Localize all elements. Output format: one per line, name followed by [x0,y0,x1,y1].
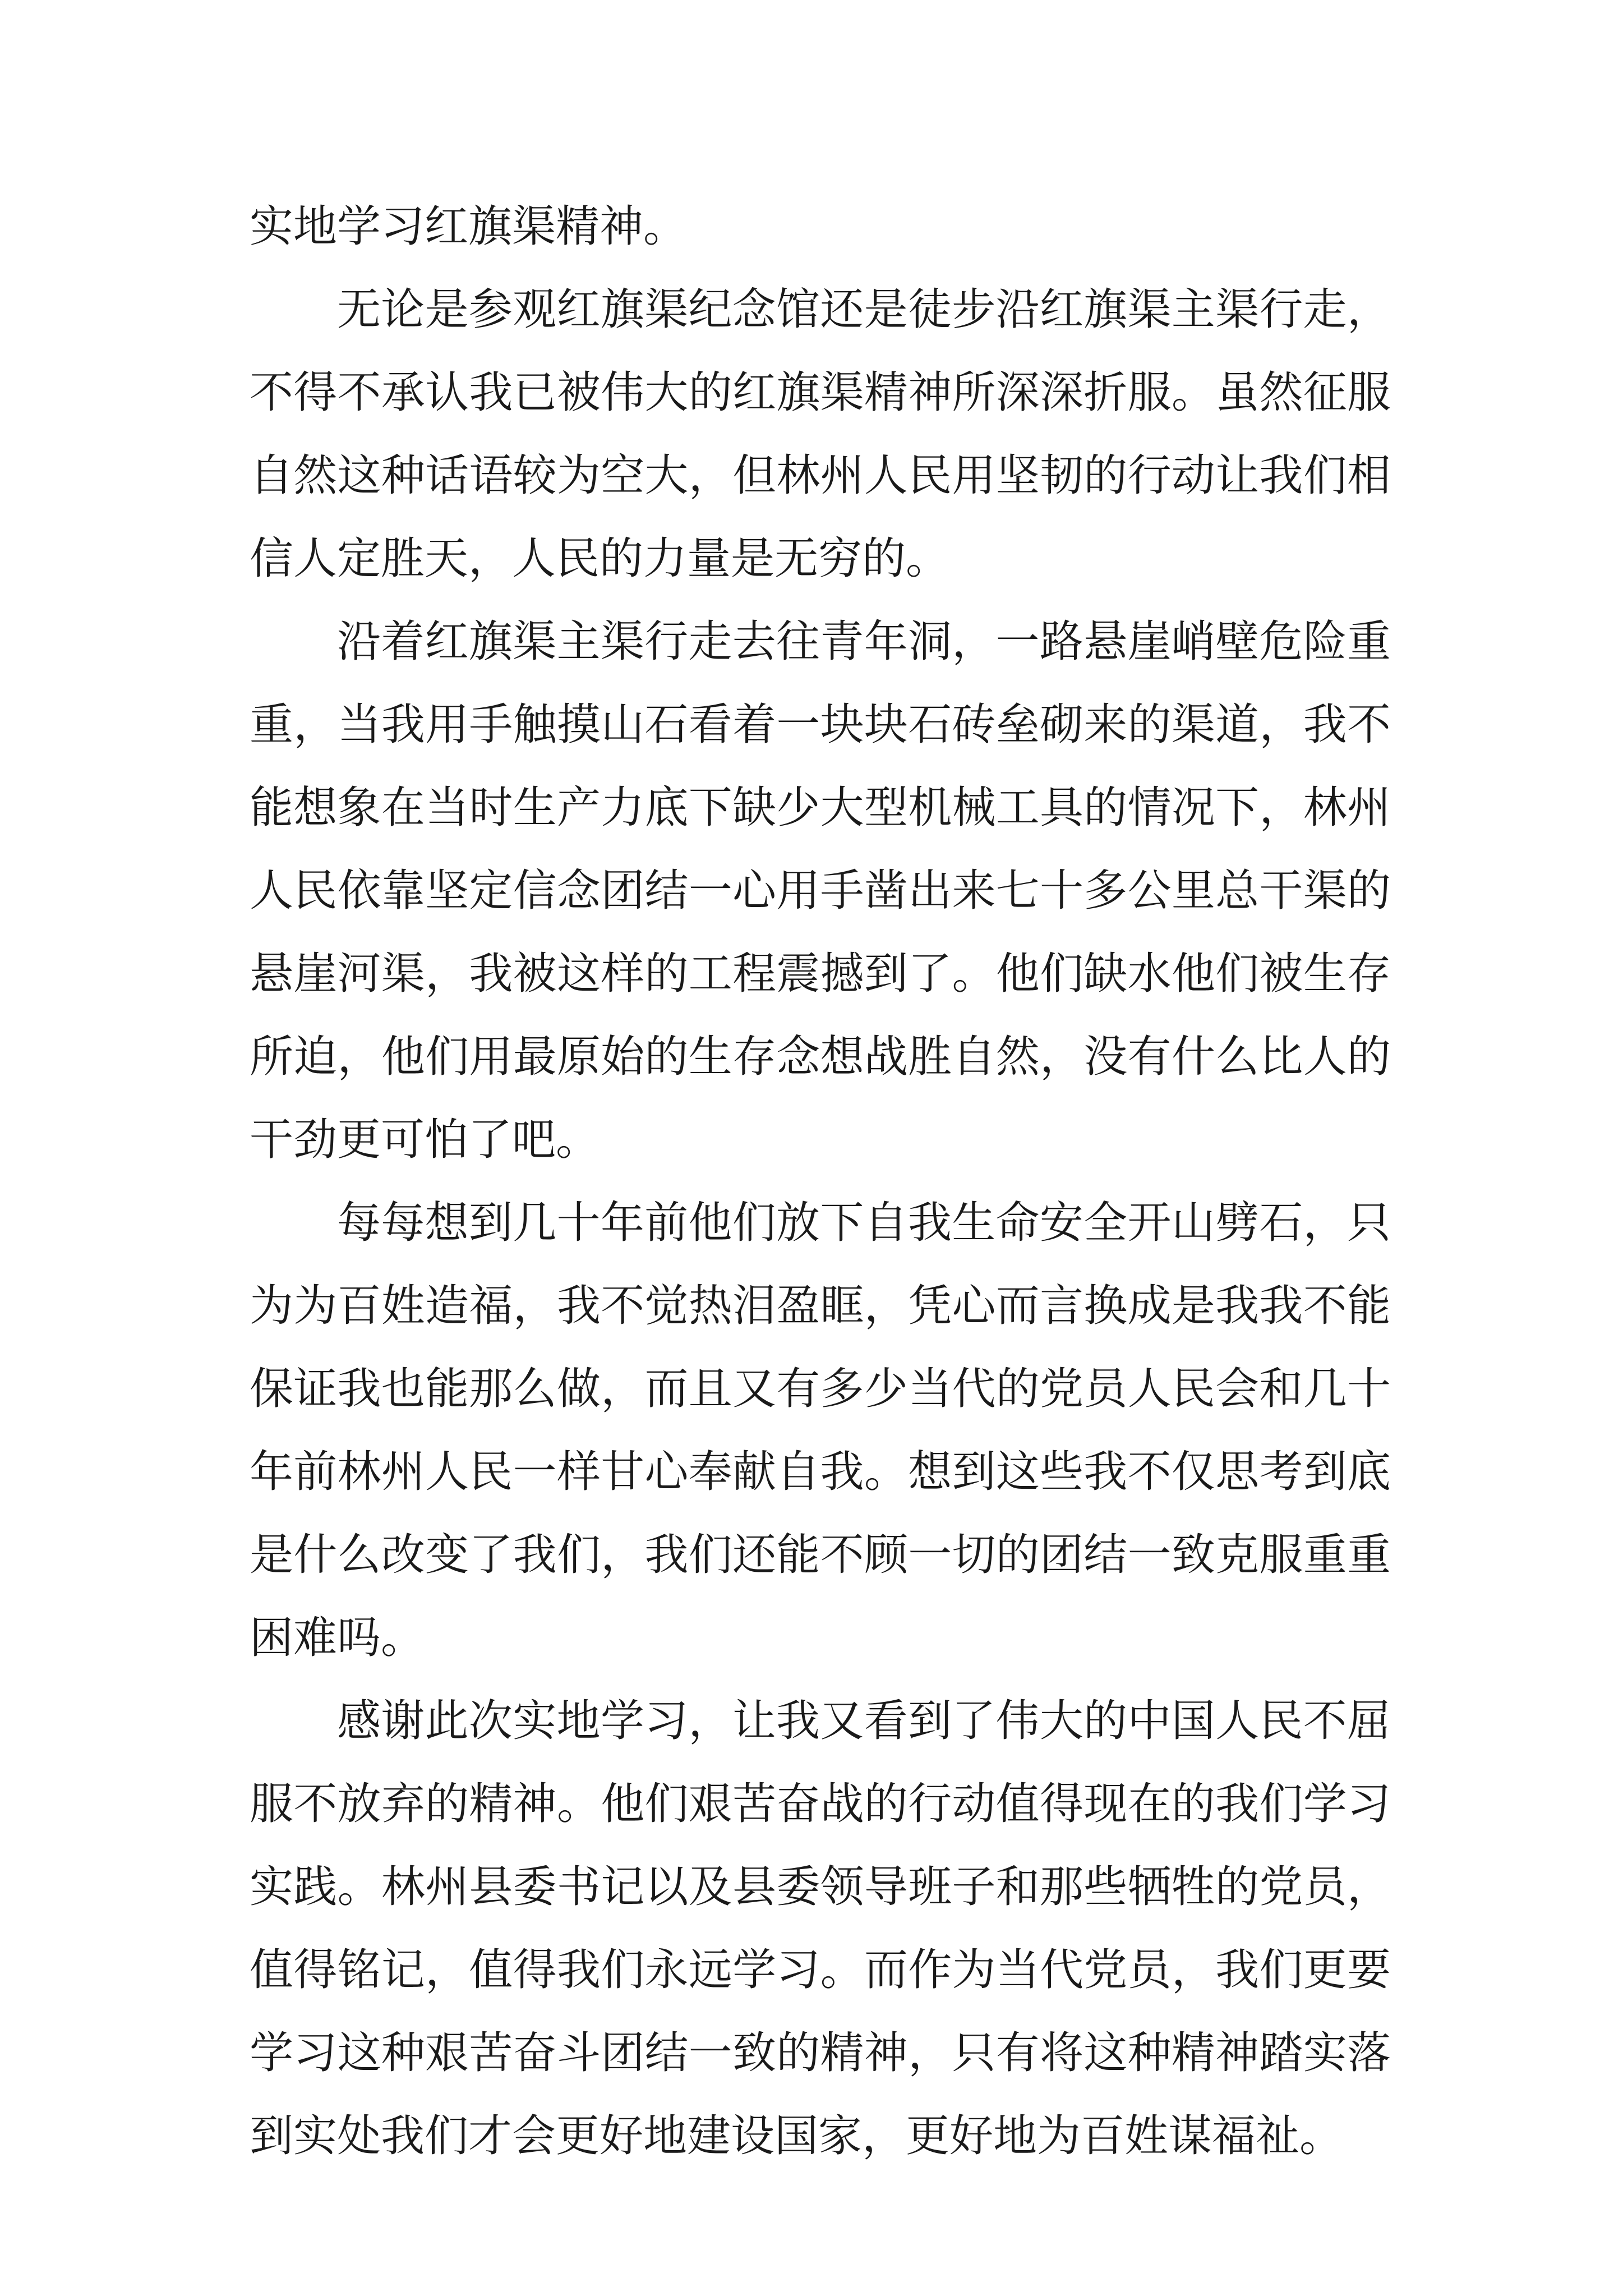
paragraph-1: 实地学习红旗渠精神。 [250,201,688,252]
document-body [250,185,1391,2178]
paragraph-4: 每每想到几十年前他们放下自我生命安全开山劈石，只为为百姓造福，我不觉热泪盈眶，凭心而言换成是我我不能保证我也能那么做，而且又有多少当代的党员人民会和几十年前林州人民一样甘心奉献自我。想到这些我不仅思考到底是什么改变了我们，我们还能不顾一切的团结一致克服重重困难吗。 [250,1198,1391,1663]
paragraph-5: 感谢此次实地学习，让我又看到了伟大的中国人民不屈服不放弃的精神。他们艰苦奋战的行动值得现在的我们学习实践。林州县委书记以及县委领导班子和那些牺牲的党员，值得铭记，值得我们永远学习。而作为当代党员，我们更要学习这种艰苦奋斗团结一致的精神，只有将这种精神踏实落到实处我们才会更好地建设国家，更好地为百姓谋福祉。 [250,1696,1391,2161]
paragraph-3: 沿着红旗渠主渠行走去往青年洞，一路悬崖峭壁危险重重，当我用手触摸山石看着一块块石砖垒砌来的渠道，我不能想象在当时生产力底下缺少大型机械工具的情况下，林州人民依靠坚定信念团结一心用手凿出来七十多公里总干渠的悬崖河渠，我被这样的工程震撼到了。他们缺水他们被生存所迫，他们用最原始的生存念想战胜自然，没有什么比人的干劲更可怕了吧。 [250,616,1391,1165]
paragraph-2: 无论是参观红旗渠纪念馆还是徒步沿红旗渠主渠行走，不得不承认我已被伟大的红旗渠精神所深深折服。虽然征服自然这种话语较为空大，但林州人民用坚韧的行动让我们相信人定胜天，人民的力量是无穷的。 [250,284,1391,584]
